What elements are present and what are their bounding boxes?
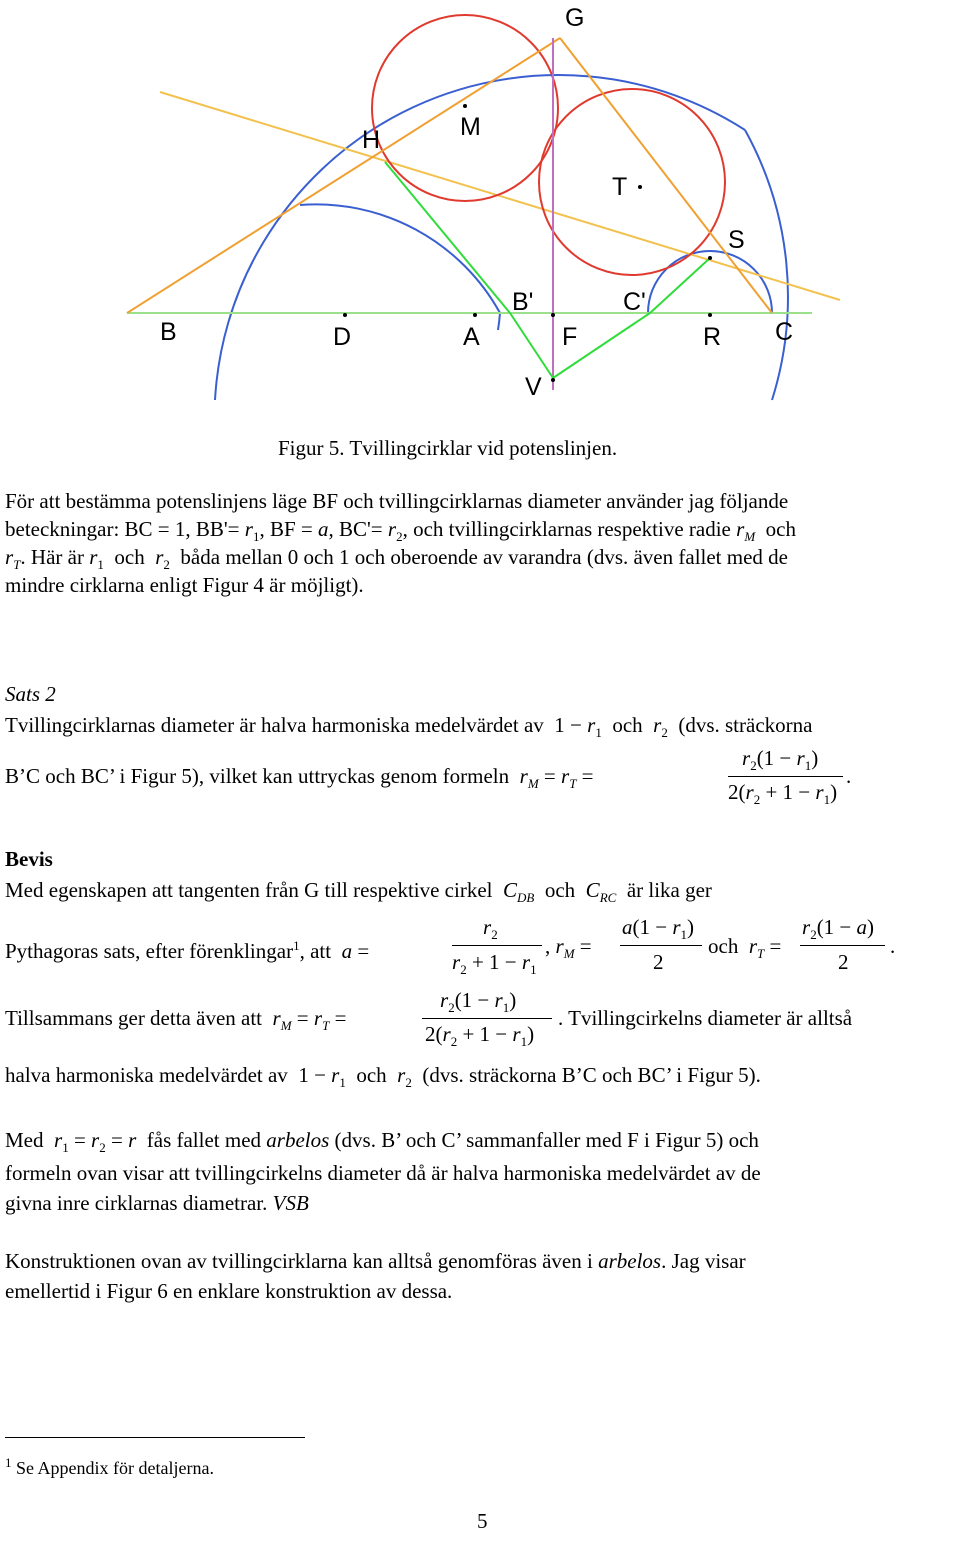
frac2-bar <box>422 1018 552 1019</box>
label-b: B <box>160 318 177 346</box>
bevis-line3: Tillsammans ger detta även att $r_M = r_T$ = <box>5 1006 347 1034</box>
para1-line2: beteckningar: BC = 1, $BB'= r_1$, BF = a, $BC'= r_2$, och tvillingcirklarnas respektive radie $r_M$ och <box>5 517 796 545</box>
footnote-rule <box>5 1437 305 1438</box>
point-m <box>463 104 467 108</box>
circle-db-arc-lower <box>498 313 500 330</box>
circle-db-arc <box>300 204 500 313</box>
green-line-hd <box>385 162 510 313</box>
frac-a-bar <box>452 945 542 946</box>
bevis-line2: Pythagoras sats, efter förenklingar$^1$, att a = <box>5 938 370 963</box>
point-v <box>551 378 555 382</box>
para2-line1: Med $r_1 = r_2 = r$ fås fallet med arbelos (dvs. B’ och C’ sammanfaller med F i Figur 5) och <box>5 1128 759 1156</box>
frac-rt-num: $r_2(1 - a)$ <box>802 915 875 943</box>
label-d: D <box>333 323 352 351</box>
formula-numerator: $r_2(1 - r_1)$ <box>742 746 819 774</box>
footnote: $^1$ Se Appendix för detaljerna. <box>5 1455 214 1478</box>
para3-line2: emellertid i Figur 6 en enklare konstruktion av dessa. <box>5 1279 453 1303</box>
frac-rm-den: 2 <box>653 950 664 974</box>
label-m: M <box>460 113 481 141</box>
frac-rm-num: $a(1 - r_1)$ <box>622 915 695 943</box>
point-d <box>343 313 347 317</box>
sats-line2: B’C och BC’ i Figur 5), vilket kan uttryckas genom formeln $r_M = r_T$ = <box>5 764 594 792</box>
bevis-line1: Med egenskapen att tangenten från G till respektive cirkel $C_{DB}$ och $C_{RC}$ är lika ger <box>5 878 712 906</box>
frac2-den: $2(r_2 + 1 - r_1)$ <box>425 1022 535 1050</box>
twin-circle-t <box>539 89 725 275</box>
frac-rm-bar <box>620 945 702 946</box>
label-t: T <box>612 173 628 201</box>
sats-line1: Tvillingcirklarnas diameter är halva harmoniska medelvärdet av $1 - r_1$ och $r_2$ (dvs. sträckorna <box>5 713 813 741</box>
formula-denominator: $2(r_2 + 1 - r_1)$ <box>728 780 838 808</box>
formula-period: . <box>846 764 852 788</box>
label-a: A <box>463 323 480 351</box>
point-a <box>473 313 477 317</box>
label-c-prime: C' <box>623 288 646 316</box>
para1-line3: $r_T$. Här är $r_1$ och $r_2$ båda mellan 0 och 1 och oberoende av varandra (dvs. även fallet med de <box>5 545 788 573</box>
label-b-prime: B' <box>512 288 534 316</box>
label-r: R <box>703 323 722 351</box>
frac-rt-lhs: och $r_T$ = <box>708 934 782 962</box>
point-f <box>551 313 555 317</box>
label-c: C <box>775 318 794 346</box>
orange-line-bg <box>127 38 560 313</box>
figure-caption: Figur 5. Tvillingcirklar vid potenslinjen. <box>278 436 618 460</box>
green-line-dv <box>510 313 553 378</box>
label-s: S <box>728 226 745 254</box>
para2-line2: formeln ovan visar att tvillingcirkelns diameter då är halva harmoniska medelvärdet av de <box>5 1161 761 1185</box>
point-r <box>708 313 712 317</box>
point-s <box>708 256 712 260</box>
bevis-line4: halva harmoniska medelvärdet av $1 - r_1$ och $r_2$ (dvs. sträckorna B’C och BC’ i Figur 5). <box>5 1063 761 1091</box>
label-f: F <box>562 323 578 351</box>
formula-bar <box>728 776 843 777</box>
frac-a-den: $r_2 + 1 - r_1$ <box>452 950 537 978</box>
para1-line4: mindre cirklarna enligt Figur 4 är möjligt). <box>5 573 364 597</box>
point-t <box>638 185 642 189</box>
frac-rt-period: . <box>890 934 896 958</box>
bevis-line3-tail: . Tvillingcirkelns diameter är alltså <box>558 1006 853 1030</box>
orange-line-gc <box>560 38 772 313</box>
frac2-num: $r_2(1 - r_1)$ <box>440 988 517 1016</box>
label-v: V <box>525 373 542 401</box>
frac-a-num: $r_2$ <box>483 915 498 943</box>
page-number: 5 <box>477 1509 488 1533</box>
sats-title: Sats 2 <box>5 682 56 706</box>
label-h: H <box>362 126 381 154</box>
bevis-title: Bevis <box>5 847 53 871</box>
label-g: G <box>565 4 585 32</box>
green-line-ac <box>650 258 710 313</box>
figure-5 <box>0 0 960 410</box>
frac-rt-den: 2 <box>838 950 849 974</box>
frac-rm-lhs: , $r_M$ = <box>545 934 592 962</box>
para1-line1: För att bestämma potenslinjens läge BF och tvillingcirklarnas diameter använder jag följande <box>5 489 789 513</box>
outer-semicircle-right <box>745 130 788 400</box>
para3-line1: Konstruktionen ovan av tvillingcirklarna kan alltså genomföras även i arbelos. Jag visar <box>5 1249 746 1273</box>
para2-line3: givna inre cirklarnas diametrar. VSB <box>5 1191 309 1215</box>
frac-rt-bar <box>800 945 885 946</box>
